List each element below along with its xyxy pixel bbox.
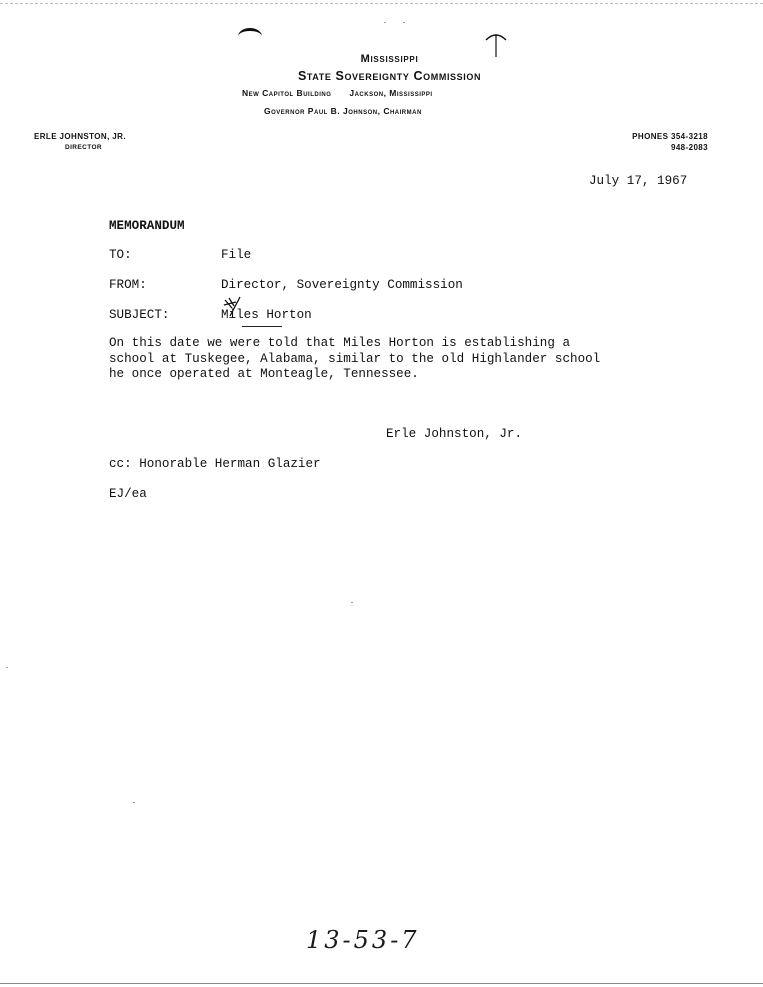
letterhead-chairman: Governor Paul B. Johnson, Chairman [264,106,422,116]
letterhead-address [242,88,433,98]
director-title: DIRECTOR [65,144,103,151]
body-line-3: he once operated at Monteagle, Tennessee. [109,367,419,382]
body-line-2: school at Tuskegee, Alabama, similar to the old Highlander school [109,351,601,366]
subject-value: Miles Horton [221,308,312,322]
from-label: FROM: [109,278,147,292]
letterhead-director [34,131,126,153]
scan-bottom-border [0,983,763,984]
memo-body [109,336,600,383]
signature-block: Erle Johnston, Jr. [386,427,523,441]
letterhead-phones [632,131,708,153]
scan-speck [6,667,8,668]
to-value: File [221,248,252,262]
scan-speck [351,602,353,603]
from-value: Director, Sovereignty Commission [221,278,463,292]
cc-line: cc: Honorable Herman Glazier [109,457,321,471]
memo-date: July 17, 1967 [589,174,688,188]
phone-line-2: 948-2083 [670,143,708,152]
subject-underline [242,326,282,327]
director-name: ERLE JOHNSTON, JR. [34,132,126,141]
scan-speck [133,802,135,803]
scan-speck [384,22,386,23]
scan-top-border [0,3,763,4]
letterhead-city: Jackson, Mississippi [349,88,433,98]
letterhead-commission: State Sovereignty Commission [297,69,482,83]
body-line-1: On this date we were told that Miles Horton is establishing a [109,336,571,350]
typist-initials: EJ/ea [109,487,147,501]
subject-label: SUBJECT: [109,308,170,322]
phone-line-1: PHONES 354-3218 [632,132,708,141]
letterhead-state: Mississippi [360,53,419,65]
scan-speck [403,22,405,23]
to-label: TO: [109,248,132,262]
letterhead-building: New Capitol Building [242,88,332,98]
pen-mark-arc [238,28,262,45]
handwritten-file-number: 13-53-7 [306,926,420,954]
memo-heading: MEMORANDUM [109,219,185,233]
